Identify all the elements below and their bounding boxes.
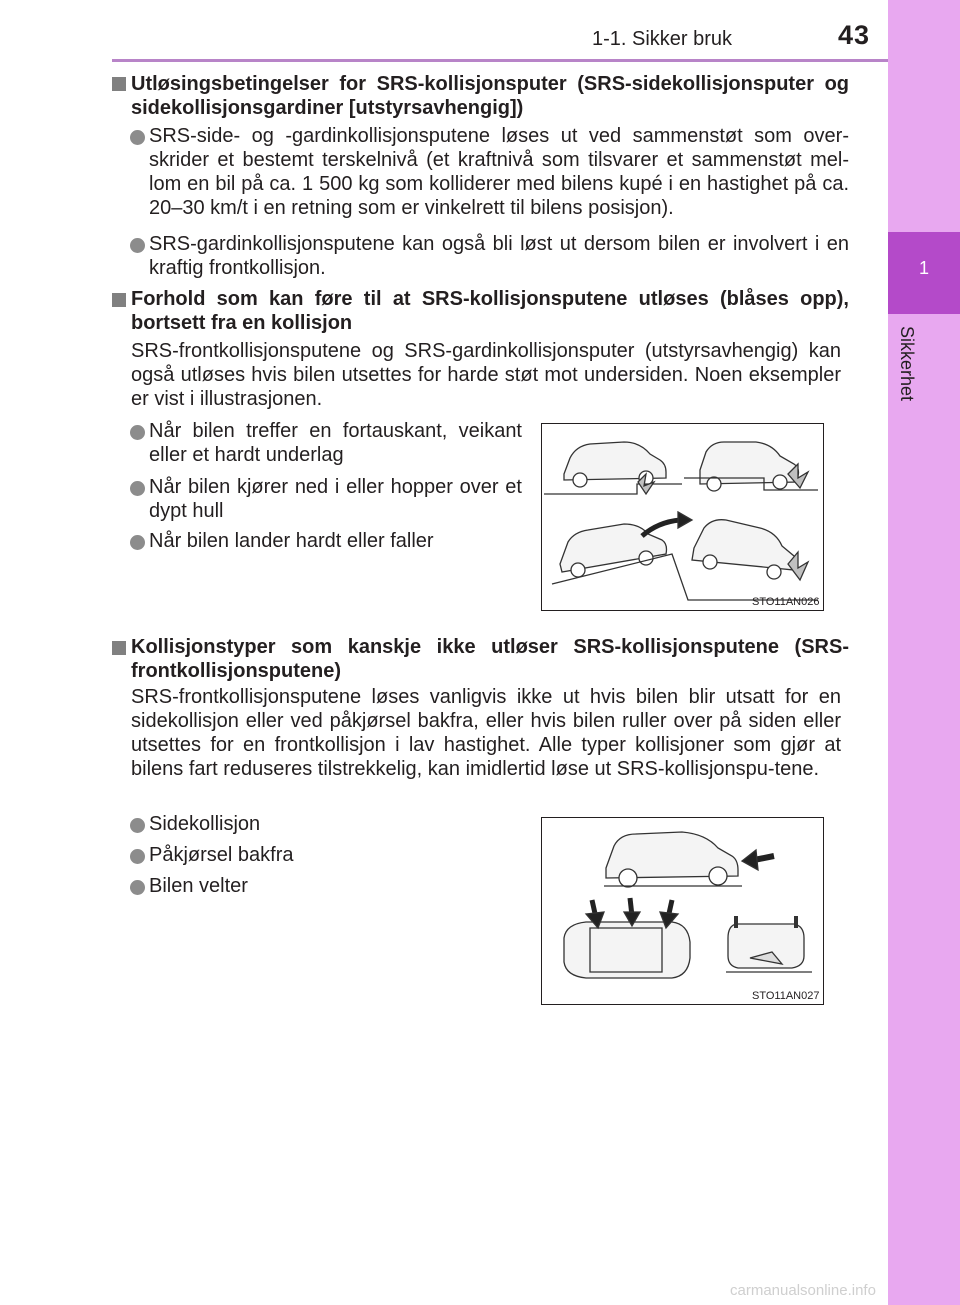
illustration-non-deploy-collisions xyxy=(541,817,824,1005)
bullet-dot xyxy=(130,535,145,550)
illustration-underbody-impacts xyxy=(541,423,824,611)
bullet-dot xyxy=(130,880,145,895)
watermark: carmanualsonline.info xyxy=(730,1282,876,1299)
bullet-text: Når bilen treffer en fortauskant, veikant eller et hardt underlag xyxy=(149,420,522,466)
bullet-text: SRS-side- og -gardinkollisjonsputene løses ut ved sammenstøt som over-skrider et bestemt terskelnivå (et kraftnivå som tilsvarer et sammenstøt mel-lom en bil på ca. 1 500 kg som kolliderer med bilens kupé i en hastighet på ca. 20–30 km/t i en retning som er vinkelrett til bilens posisjon). xyxy=(149,125,849,219)
car-impact-illustration xyxy=(542,424,823,610)
bullet-text: Når bilen kjører ned i eller hopper over et dypt hull xyxy=(149,476,522,522)
section-marker-square xyxy=(112,641,126,655)
bullet-dot xyxy=(130,130,145,145)
section-marker-square xyxy=(112,293,126,307)
bullet-text: Sidekollisjon xyxy=(149,813,261,835)
bullet-dot xyxy=(130,818,145,833)
side-tab-background xyxy=(888,0,960,1305)
bullet-text: Bilen velter xyxy=(149,875,248,897)
section-marker-square xyxy=(112,77,126,91)
figure-code: STO11AN027 xyxy=(752,990,820,1002)
bullet-dot xyxy=(130,425,145,440)
bullet-text: Når bilen lander hardt eller faller xyxy=(149,530,434,552)
header-rule xyxy=(112,59,888,62)
collision-types-illustration xyxy=(542,818,823,1004)
section-heading-2: Forhold som kan føre til at SRS-kollisjonsputene utløses (blåses opp), bortsett fra en kollisjon xyxy=(131,288,849,334)
bullet-dot xyxy=(130,481,145,496)
side-tab-number: 1 xyxy=(918,258,929,278)
header-section-title: 1-1. Sikker bruk xyxy=(592,28,733,50)
section-heading-1: Utløsingsbetingelser for SRS-kollisjonsputer (SRS-sidekollisjonsputer og sidekollisjonsgardiner [utstyrsavhengig]) xyxy=(131,73,849,119)
side-tab-label: Sikkerhet xyxy=(897,326,917,402)
bullet-dot xyxy=(130,238,145,253)
bullet-text: SRS-gardinkollisjonsputene kan også bli løst ut dersom bilen er involvert i en kraftig frontkollisjon. xyxy=(149,233,849,279)
figure-code: STO11AN026 xyxy=(752,596,820,608)
section-body-3: SRS-frontkollisjonsputene løses vanligvis ikke ut hvis bilen blir utsatt for en sidekollisjon eller ved påkjørsel bakfra, eller hvis bilen ruller over på siden eller utsettes for en frontkollisjon i lav hastighet. Alle typer kollisjoner som gjør at bilens fart reduseres tilstrekkelig, kan imidlertid løse ut SRS-kollisjonspu-tene. xyxy=(131,686,841,780)
page-number: 43 xyxy=(838,20,871,50)
section-heading-3: Kollisjonstyper som kanskje ikke utløser SRS-kollisjonsputene (SRS-frontkollisjonsputene) xyxy=(131,636,849,682)
bullet-text: Påkjørsel bakfra xyxy=(149,844,294,866)
bullet-dot xyxy=(130,849,145,864)
section-body-2: SRS-frontkollisjonsputene og SRS-gardinkollisjonsputer (utstyrsavhengig) kan også utløses hvis bilen utsettes for harde støt mot undersiden. Noen eksempler er vist i illustrasjonen. xyxy=(131,340,841,410)
